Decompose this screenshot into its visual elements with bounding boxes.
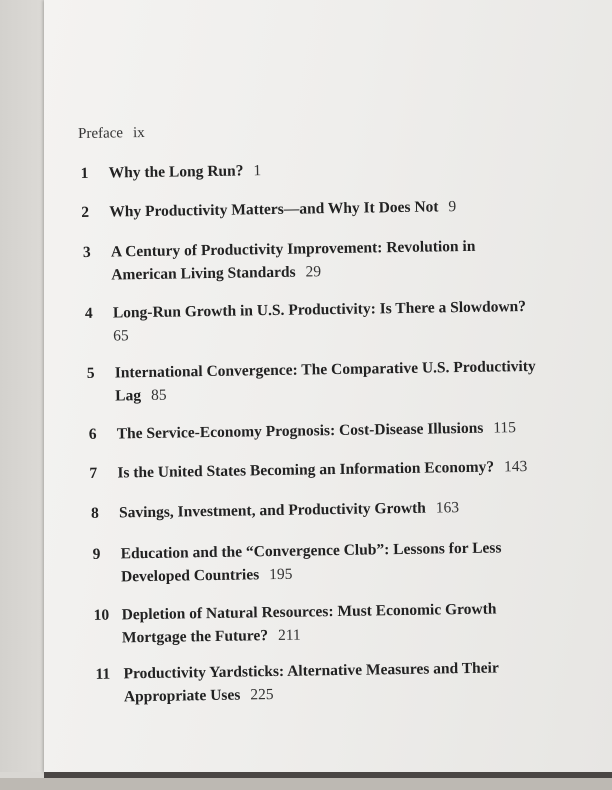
chapter-title-line-2 [122, 624, 301, 651]
surface-below [0, 778, 612, 790]
chapter-title-cont: Appropriate Uses [123, 686, 241, 706]
chapter-page: 29 [305, 263, 322, 281]
chapter-number: 1 [80, 164, 89, 182]
chapter-number: 2 [81, 203, 90, 221]
chapter-title: The Service-Economy Prognosis: Cost-Disease Illusions [116, 419, 484, 443]
chapter-page: 195 [269, 565, 293, 584]
chapter-title-line [117, 416, 517, 446]
chapter-title-line [119, 496, 459, 525]
chapter-page: 115 [493, 419, 517, 437]
chapter-title-line-2 [115, 384, 167, 409]
chapter-title-line-2 [111, 260, 321, 287]
chapter-title: Long-Run Growth in U.S. Productivity: Is There a Slowdown? [112, 298, 527, 322]
chapter-title-line [117, 455, 527, 485]
chapter-page: 163 [435, 499, 460, 517]
chapter-page: 225 [250, 686, 274, 704]
chapter-page: 211 [277, 626, 301, 644]
chapter-title-line-2 [113, 324, 129, 348]
chapter-title: Education and the “Convergence Club”: Lessons for Less [120, 539, 502, 563]
chapter-number: 11 [95, 665, 111, 683]
preface-label: Preface [77, 125, 124, 143]
chapter-number: 7 [89, 464, 98, 482]
chapter-title: Is the United States Becoming an Information Economy? [117, 458, 495, 482]
chapter-title: International Convergence: The Comparative U.S. Productivity [114, 357, 536, 382]
chapter-title-line [108, 159, 261, 185]
chapter-number: 5 [86, 364, 95, 382]
chapter-title: Why Productivity Matters—and Why It Does Not [109, 198, 439, 221]
chapter-title-cont: Lag [115, 387, 142, 405]
chapter-title: Depletion of Natural Resources: Must Economic Growth [121, 600, 497, 624]
chapter-title-cont: Developed Countries [120, 566, 260, 586]
chapter-title: A Century of Productivity Improvement: Revolution in [110, 237, 476, 261]
chapter-title-line-2 [121, 563, 293, 590]
chapter-page: 143 [503, 458, 528, 476]
chapter-number: 8 [90, 504, 99, 522]
preface-entry [78, 125, 145, 143]
chapter-title: Why the Long Run? [108, 162, 244, 182]
chapter-number: 6 [88, 425, 97, 443]
chapter-number: 3 [82, 243, 91, 261]
chapter-page: 9 [448, 198, 457, 216]
chapter-title-cont: Mortgage the Future? [121, 627, 269, 647]
chapter-page: 1 [253, 162, 262, 180]
chapter-title-line [109, 195, 456, 224]
chapter-title-line-2 [124, 683, 274, 709]
chapter-number: 4 [84, 304, 93, 322]
chapter-page: 85 [150, 386, 167, 404]
chapter-title-cont: American Living Standards [111, 263, 296, 284]
chapter-page: 65 [113, 327, 129, 345]
preface-page: ix [132, 124, 145, 142]
chapter-title: Productivity Yardsticks: Alternative Measures and Their [123, 659, 499, 683]
chapter-number: 9 [92, 545, 101, 563]
chapter-number: 10 [93, 606, 110, 624]
chapter-title: Savings, Investment, and Productivity Growth [118, 499, 426, 522]
